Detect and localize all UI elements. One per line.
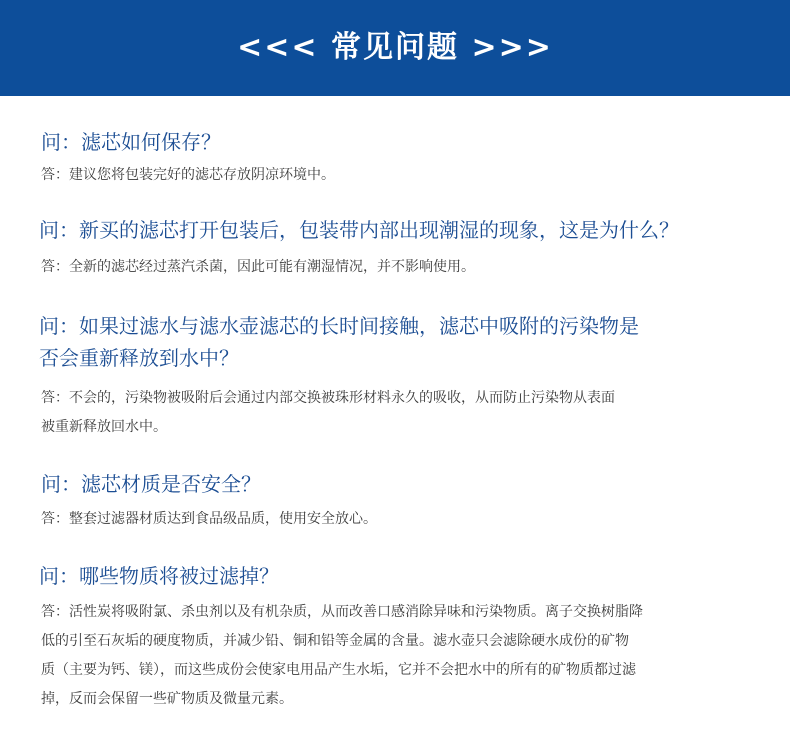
faq-item (0, 468, 790, 532)
faq-question: 问：滤芯材质是否安全？ (41, 472, 261, 496)
faq-question: 问：新买的滤芯打开包装后，包装带内部出现潮湿的现象，这是为什么？ (39, 218, 679, 242)
faq-question-line: 问：如果过滤水与滤水壶滤芯的长时间接触，滤芯中吸附的污染物是 (39, 314, 639, 338)
faq-answer-line: 质（主要为钙、镁），而这些成份会使家电用品产生水垢，它并不会把水中的所有的矿物质都过滤 (41, 662, 636, 678)
faq-item (0, 126, 790, 188)
faq-item (0, 214, 790, 280)
faq-question: 问：滤芯如何保存？ (41, 130, 221, 154)
faq-answer-line: 答：活性炭将吸附氯、杀虫剂以及有机杂质，从而改善口感消除异味和污染物质。离子交换树脂降 (41, 604, 643, 620)
faq-item (0, 560, 790, 714)
page-title: <<< 常见问题 >>> (237, 30, 553, 65)
faq-answer-line: 掉，反而会保留一些矿物质及微量元素。 (41, 691, 293, 707)
faq-answer: 答：建议您将包装完好的滤芯存放阴凉环境中。 (41, 167, 335, 183)
faq-item (0, 310, 790, 442)
faq-question-line: 否会重新释放到水中？ (39, 346, 239, 370)
faq-answer-line: 被重新释放回水中。 (41, 419, 167, 435)
faq-question: 问：哪些物质将被过滤掉？ (39, 564, 279, 588)
faq-answer: 答：全新的滤芯经过蒸汽杀菌，因此可能有潮湿情况，并不影响使用。 (41, 259, 475, 275)
faq-answer-line: 低的引至石灰垢的硬度物质，并减少铅、铜和铅等金属的含量。滤水壶只会滤除硬水成份的矿物 (41, 633, 629, 649)
faq-answer: 答：整套过滤器材质达到食品级品质，使用安全放心。 (41, 511, 377, 527)
header-banner (0, 0, 790, 96)
faq-answer-line: 答：不会的，污染物被吸附后会通过内部交换被珠形材料永久的吸收，从而防止污染物从表面 (41, 390, 615, 406)
